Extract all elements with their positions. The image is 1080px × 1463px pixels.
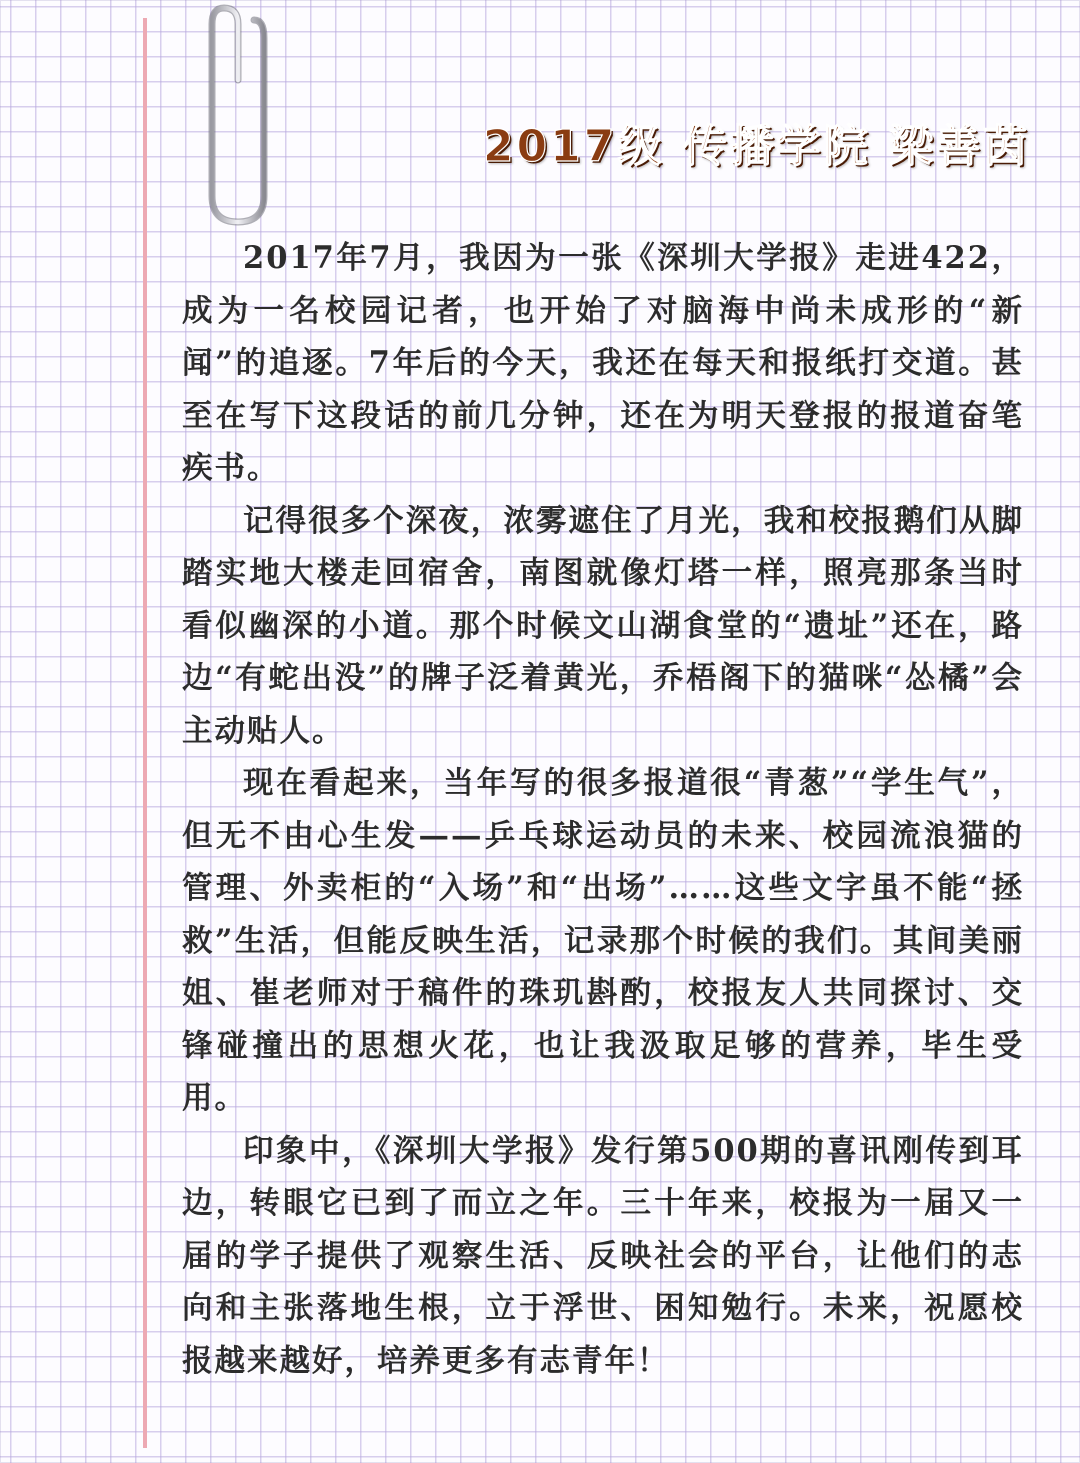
paragraph: 印象中，《深圳大学报》发行第500期的喜讯刚传到耳边，转眼它已到了而立之年。三十年来，校报为一届又一届的学子提供了观察生活、反映社会的平台，让他们的志向和主张落地生根，立于浮世、困知勉行。未来，祝愿校报越来越好，培养更多有志青年！: [182, 1132, 1024, 1379]
paragraph: 记得很多个深夜，浓雾遮住了月光，我和校报鹅们从脚踏实地大楼走回宿舍，南图就像灯塔一样，照亮那条当时看似幽深的小道。那个时候文山湖食堂的“遗址”还在，路边“有蛇出没”的牌子泛着黄光，乔梧阁下的猫咪“怂橘”会主动贴人。: [182, 502, 1024, 749]
article-body: [182, 232, 1024, 1387]
paperclip-icon: [200, 0, 280, 230]
paragraph: 2017年7月，我因为一张《深圳大学报》走进422，成为一名校园记者，也开始了对脑海中尚未成形的“新闻”的追逐。7年后的今天，我还在每天和报纸打交道。甚至在写下这段话的前几分钟，还在为明天登报的报道奋笔疾书。: [182, 240, 1024, 486]
paragraph: 现在看起来，当年写的很多报道很“青葱”“学生气”，但无不由心生发——乒乓球运动员的未来、校园流浪猫的管理、外卖柜的“入场”和“出场”……这些文字虽不能“拯救”生活，但能反映生活，记录那个时候的我们。其间美丽姐、崔老师对于稿件的珠玑斟酌，校报友人共同探讨、交锋碰撞出的思想火花，也让我汲取足够的营养，毕生受用。: [182, 765, 1024, 1116]
margin-line: [143, 18, 147, 1448]
author-header: 2017级 传播学院 梁善茵: [482, 121, 1030, 172]
